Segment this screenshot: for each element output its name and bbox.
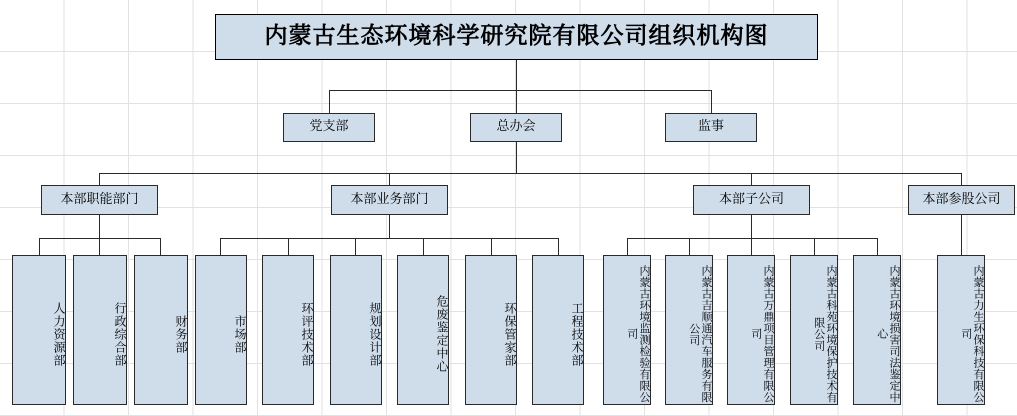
connector-business-drop-1 [220, 238, 221, 255]
node-label: 人力资源部 [52, 301, 66, 367]
leaf-keyuan-environmental-protection-company [790, 255, 838, 405]
node-party-branch [283, 113, 375, 142]
connector-functional-stem [99, 215, 100, 238]
leaf-engineering-technology-department [532, 255, 584, 405]
connector-functional-drop-3 [160, 238, 161, 255]
leaf-finance-department [134, 255, 188, 405]
connector-level2-drop-3 [711, 90, 712, 113]
leaf-market-department [195, 255, 247, 405]
connector-business-drop-6 [558, 238, 559, 255]
leaf-administration-department [73, 255, 127, 405]
leaf-hazardous-waste-appraisal-center [397, 255, 449, 405]
connector-subsidiary-stem [751, 215, 752, 238]
connector-office-down [516, 142, 517, 173]
connector-level3-drop-4 [961, 173, 962, 185]
node-label: 党支部 [309, 119, 349, 135]
node-general-office [470, 113, 562, 142]
leaf-wanding-project-management-company [727, 255, 775, 405]
node-label: 工程技术部 [570, 301, 584, 367]
node-label: 内蒙古环境损害司法鉴定中心 [875, 265, 901, 403]
node-label: 财务部 [174, 314, 188, 354]
node-label: 内蒙古科苑环境保护技术有限公司 [812, 265, 838, 403]
node-label: 内蒙古吉顺通汽车服务有限公司 [687, 265, 713, 403]
connector-level3-drop-2 [389, 173, 390, 185]
node-label: 环保管家部 [503, 301, 517, 367]
leaf-hr-department [12, 255, 66, 405]
connector-subsidiary-drop-3 [751, 238, 752, 255]
connector-level2-drop-2 [516, 90, 517, 113]
node-label: 内蒙古力生环保科技有限公司 [959, 265, 985, 403]
connector-subsidiary-bus [627, 238, 877, 239]
node-label: 总办会 [496, 119, 536, 135]
node-label: 监事 [697, 119, 724, 135]
leaf-lisheng-environmental-technology-company [937, 255, 985, 405]
connector-equity-stem [961, 215, 962, 255]
connector-level3-drop-3 [751, 173, 752, 185]
connector-subsidiary-drop-4 [814, 238, 815, 255]
node-supervisor [665, 113, 757, 142]
leaf-jishuntong-auto-service-company [665, 255, 713, 405]
node-business-departments [331, 185, 448, 215]
node-label: 本部职能部门 [60, 191, 139, 207]
connector-subsidiary-drop-1 [627, 238, 628, 255]
connector-subsidiary-drop-5 [877, 238, 878, 255]
node-label: 规划设计部 [368, 301, 382, 367]
node-functional-departments [41, 185, 158, 215]
connector-level3-drop-1 [99, 173, 100, 185]
node-label: 本部子公司 [718, 191, 784, 207]
connector-level2-bus [329, 90, 711, 91]
connector-level3-bus [99, 173, 961, 174]
chart-title: 内蒙古生态环境科学研究院有限公司组织机构图 [264, 23, 769, 50]
connector-functional-drop-1 [39, 238, 40, 255]
connector-business-bus [220, 238, 558, 239]
connector-title-down [516, 60, 517, 90]
connector-business-drop-2 [288, 238, 289, 255]
node-label: 内蒙古万鼎项目管理有限公司 [749, 265, 775, 403]
chart-title-box [215, 14, 818, 60]
connector-business-drop-5 [491, 238, 492, 255]
leaf-environmental-damage-appraisal-center [853, 255, 901, 405]
connector-level2-drop-1 [329, 90, 330, 113]
leaf-environmental-butler-department [465, 255, 517, 405]
node-label: 本部参股公司 [922, 191, 1001, 207]
node-label: 本部业务部门 [350, 191, 429, 207]
leaf-environmental-monitoring-company [603, 255, 651, 405]
node-subsidiaries [693, 185, 810, 215]
node-label: 内蒙古环境监测检验有限公司 [625, 265, 651, 403]
connector-subsidiary-drop-2 [689, 238, 690, 255]
node-label: 环评技术部 [300, 301, 314, 367]
node-equity-companies [908, 185, 1015, 215]
leaf-eia-technology-department [262, 255, 314, 405]
node-label: 危废鉴定中心 [435, 295, 449, 373]
node-label: 市场部 [233, 314, 247, 354]
connector-functional-drop-2 [99, 238, 100, 255]
connector-business-drop-3 [355, 238, 356, 255]
connector-business-stem [389, 215, 390, 238]
node-label: 行政综合部 [113, 301, 127, 367]
connector-business-drop-4 [423, 238, 424, 255]
leaf-planning-design-department [330, 255, 382, 405]
